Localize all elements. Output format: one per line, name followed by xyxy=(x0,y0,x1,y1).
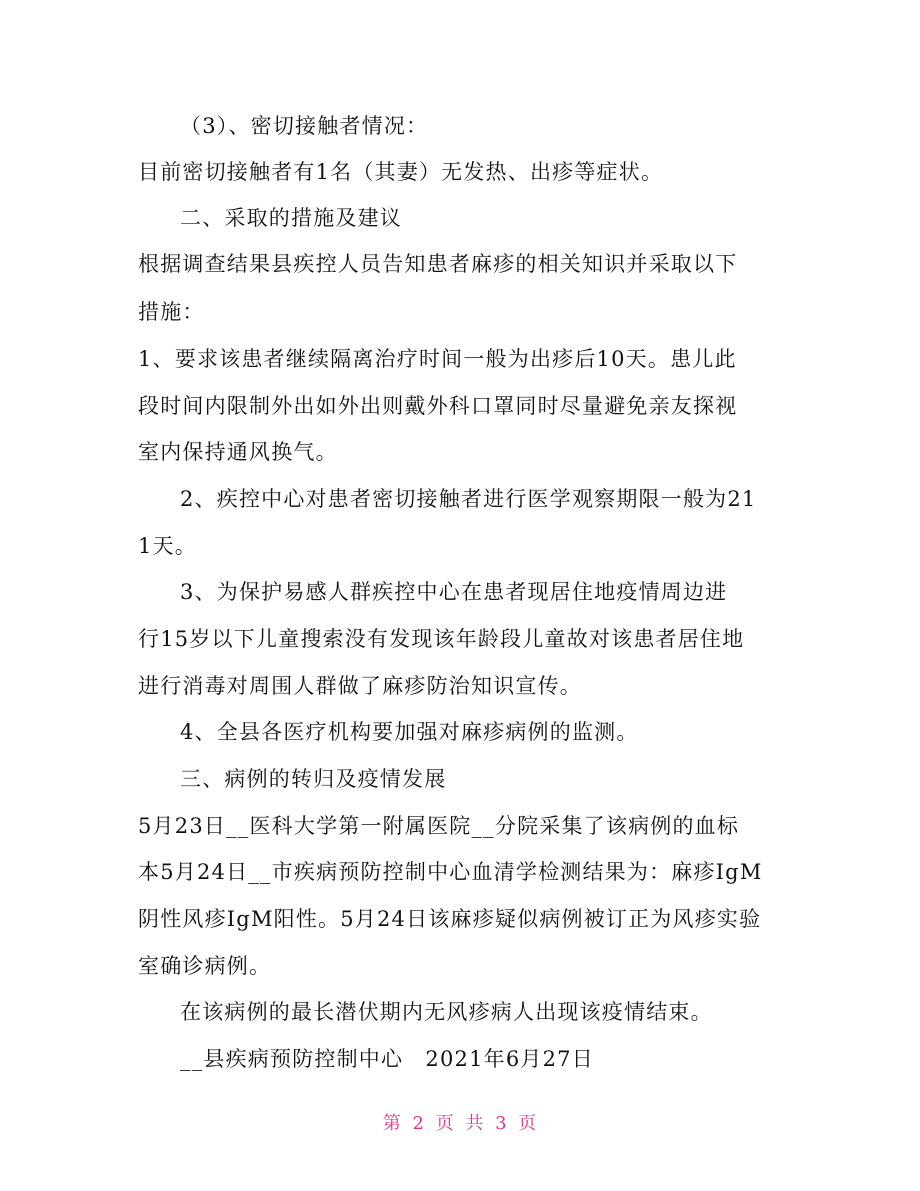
footer-gong: 共 xyxy=(465,1113,485,1134)
text-line: 5月23日__医科大学第一附属医院__分院采集了该病例的血标 xyxy=(138,814,740,838)
text-line: 在该病例的最长潜伏期内无风疹病人出现该疫情结束。 xyxy=(180,1000,713,1024)
section-heading: 二、采取的措施及建议 xyxy=(180,206,402,230)
footer-ye-2: 页 xyxy=(518,1113,538,1134)
text-line: 目前密切接触者有1名（其妻）无发热、出疹等症状。 xyxy=(138,160,664,184)
text-line: 室确诊病例。 xyxy=(138,954,272,978)
text-line: 根据调查结果县疾控人员告知患者麻疹的相关知识并采取以下 xyxy=(138,252,738,276)
text-line: （3）、密切接触者情况： xyxy=(180,114,429,138)
text-line: 1、要求该患者继续隔离治疗时间一般为出疹后10天。患儿此 xyxy=(138,347,737,371)
footer-ye: 页 xyxy=(435,1113,455,1134)
text-line: 措施： xyxy=(138,300,205,324)
text-line: 4、全县各医疗机构要加强对麻疹病例的监测。 xyxy=(180,720,639,744)
text-line: 2、疾控中心对患者密切接触者进行医学观察期限一般为21 xyxy=(180,487,757,511)
text-line: 室内保持通风换气。 xyxy=(138,440,338,464)
text-line: 行15岁以下儿童搜索没有发现该年龄段儿童故对该患者居住地 xyxy=(138,627,745,651)
section-heading: 三、病例的转归及疫情发展 xyxy=(180,767,447,791)
footer-total-pages: 3 xyxy=(495,1113,508,1134)
footer-page-number: 2 xyxy=(412,1113,425,1134)
page-footer xyxy=(0,1112,920,1136)
text-line: 段时间内限制外出如外出则戴外科口罩同时尽量避免亲友探视 xyxy=(138,394,738,418)
text-line: 进行消毒对周围人群做了麻疹防治知识宣传。 xyxy=(138,674,582,698)
footer-di: 第 xyxy=(382,1113,402,1134)
signature-line: __县疾病预防控制中心 2021年6月27日 xyxy=(180,1047,594,1071)
text-line: 1天。 xyxy=(138,534,197,558)
text-line: 本5月24日__市疾病预防控制中心血清学检测结果为：麻疹IgM xyxy=(138,860,763,884)
text-line: 3、为保护易感人群疾控中心在患者现居住地疫情周边进 xyxy=(180,580,728,604)
text-line: 阴性风疹IgM阳性。5月24日该麻疹疑似病例被订正为风疹实验 xyxy=(138,907,762,931)
